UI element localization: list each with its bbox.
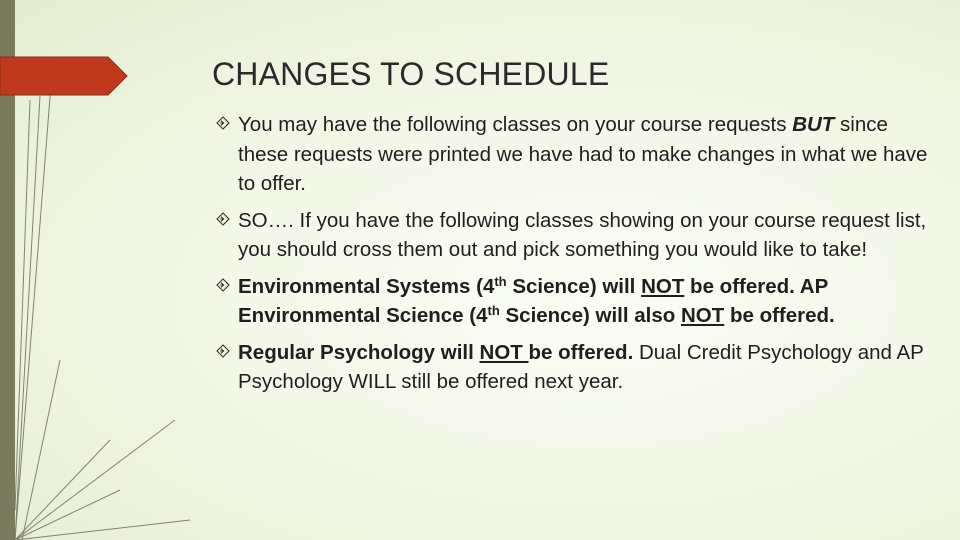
bullet-text-segment: Dual Credit Psychology and AP Psychology WILL still be offered next year.	[238, 340, 924, 393]
bullet-text-segment: Environmental Systems (4	[238, 274, 495, 298]
bullet-text-segment: be offered.	[528, 340, 634, 364]
bullet-text-segment: Regular Psychology will	[238, 340, 480, 364]
title-arrow-shape	[0, 57, 127, 95]
bullet-text-segment: th	[494, 273, 507, 289]
bullet-item	[214, 206, 934, 265]
diamond-arrow-icon	[216, 278, 230, 292]
diamond-arrow-icon	[216, 116, 230, 130]
bullet-text-segment: You may have the following classes on your course requests	[238, 113, 793, 136]
diamond-arrow-icon	[216, 344, 230, 358]
bullet-text-segment: NOT	[680, 304, 725, 327]
slide-title: CHANGES TO SCHEDULE	[212, 56, 610, 92]
diamond-arrow-icon	[216, 212, 230, 226]
bullet-text-segment: be offered. AP Environmental Science (4	[238, 274, 828, 327]
left-accent-bar	[0, 0, 15, 540]
bullet-item	[214, 272, 934, 331]
bullet-text-segment: since these requests were printed we have had to make changes in what we have to offer.	[238, 113, 928, 195]
decorative-lines	[0, 0, 200, 540]
bullet-item	[214, 338, 934, 397]
bullet-text-segment: SO…. If you have the following classes showing on your course request list, you should cross them out and pick something you would like to take!	[238, 208, 927, 261]
bullet-list	[214, 110, 934, 404]
bullet-text-segment: be offered.	[724, 304, 835, 327]
bullet-item	[214, 110, 934, 199]
bullet-text-segment: Science) will also	[499, 304, 681, 327]
bullet-text-segment: NOT	[479, 340, 529, 364]
bullet-text-segment: Science) will	[506, 274, 642, 298]
bullet-text-segment: BUT	[792, 113, 835, 136]
bullet-text-segment: th	[487, 303, 500, 318]
bullet-text-segment: NOT	[641, 274, 685, 298]
